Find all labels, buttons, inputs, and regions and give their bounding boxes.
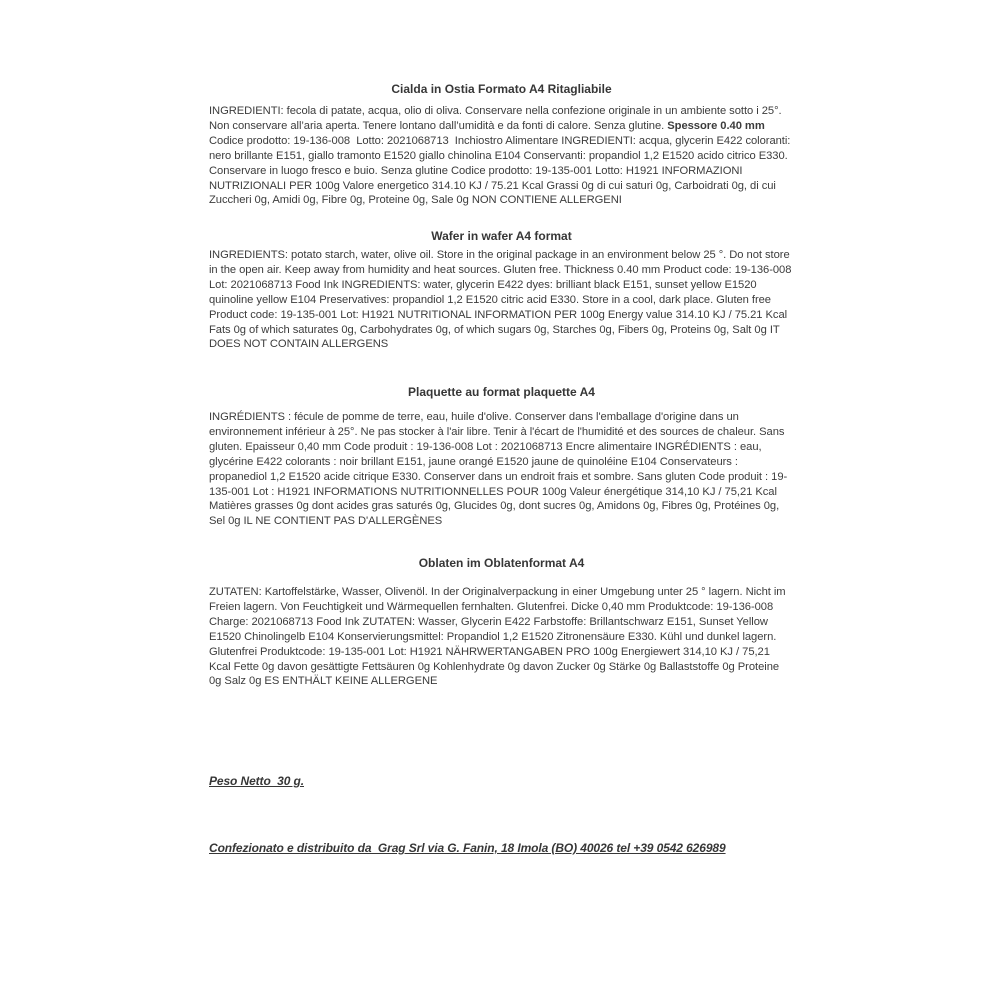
net-weight-line: Peso Netto 30 g. [209, 774, 304, 788]
section-body-french: INGRÉDIENTS : fécule de pomme de terre, eau, huile d'olive. Conserver dans l'emballage d'origine dans un environnement inférieur à 25°. Ne pas stocker à l'air libre. Tenir à l'écart de l'humidité et des sources de chaleur. Sans gluten. Epaisseur 0,40 mm Code produit : 19-136-008 Lot : 2021068713 Encre alimentaire INGRÉDIENTS : eau, glycérine E422 colorants : noir brillant E151, jaune orangé E1520 jaune de quinoléine E104 Conservateurs : propanediol 1,2 E1520 acide citrique E330. Conserver dans un endroit frais et sombre. Sans gluten Code produit : 19-135-001 Lot : H1921 INFORMATIONS NUTRITIONNELLES POUR 100g Valeur énergétique 314,10 KJ / 75,21 Kcal Matières grasses 0g dont acides gras saturés 0g, Glucides 0g, dont sucres 0g, Amidons 0g, Fibres 0g, Protéines 0g, Sel 0g IL NE CONTIENT PAS D'ALLERGÈNES [209, 411, 788, 528]
section-body-italian [209, 104, 794, 208]
italian-thickness-bold: Spessore 0.40 mm [667, 119, 765, 132]
label-document [209, 0, 794, 1000]
section-heading-french: Plaquette au format plaquette A4 [408, 385, 595, 399]
italian-body-start: INGREDIENTI: fecola di patate, acqua, olio di oliva. Conservare nella confezione originale in un ambiente sotto i 25°. Non conservare all’aria aperta. Tenere lontano dall’umidità e da fonti di calore. Senza glutine. [209, 105, 785, 132]
section-body-german: ZUTATEN: Kartoffelstärke, Wasser, Olivenöl. In der Originalverpackung in einer Umgebung unter 25 ° lagern. Nicht im Freien lagern. Von Feuchtigkeit und Wärmequellen fernhalten. Glutenfrei. Dicke 0,40 mm Produktcode: 19-136-008 Charge: 2021068713 Food Ink ZUTATEN: Wasser, Glycerin E422 Farbstoffe: Brillantschwarz E151, Sunset Yellow E1520 Chinolingelb E104 Konservierungsmittel: Propandiol 1,2 E1520 Zitronensäure E330. Kühl und dunkel lagern. Glutenfrei Produktcode: 19-135-001 Lot: H1921 NÄHRWERTANGABEN PRO 100g Energiewert 314,10 KJ / 75,21 Kcal Fette 0g davon gesättigte Fettsäuren 0g Kohlenhydrate 0g davon Zucker 0g Stärke 0g Ballaststoffe 0g Proteine 0g Salz 0g ES ENTHÄLT KEINE ALLERGENE [209, 586, 789, 688]
section-body-english: INGREDIENTS: potato starch, water, olive oil. Store in the original package in an environment below 25 °. Do not store in the open air. Keep away from humidity and heat sources. Gluten free. Thickness 0.40 mm Product code: 19-136-008 Lot: 2021068713 Food Ink INGREDIENTS: water, glycerin E422 dyes: brilliant black E151, sunset yellow E1520 quinoline yellow E104 Preservatives: propandiol 1,2 E1520 citric acid E330. Store in a cool, dark place. Gluten free Product code: 19-135-001 Lot: H1921 NUTRITIONAL INFORMATION PER 100g Energy value 314.10 KJ / 75.21 Kcal Fats 0g of which saturates 0g, Carbohydrates 0g, of which sugars 0g, Starches 0g, Fibers 0g, Proteins 0g, Salt 0g IT DOES NOT CONTAIN ALLERGENS [209, 249, 795, 351]
section-heading-german: Oblaten im Oblatenformat A4 [418, 556, 585, 570]
section-heading-italian: Cialda in Ostia Formato A4 Ritagliabile [391, 82, 612, 96]
italian-body-end: Codice prodotto: 19-136-008 Lotto: 2021068713 Inchiostro Alimentare INGREDIENTI: acqua, glycerin E422 coloranti: nero brillante E151, giallo tramonto E1520 giallo chinolina E104 Conservanti: propandiol 1,2 E1520 acido citrico E330. Conservare in luogo fresco e buio. Senza glutine Codice prodotto: 19-135-001 Lotto: H1921 INFORMAZIONI NUTRIZIONALI PER 100g Valore energetico 314.10 KJ / 75.21 Kcal Grassi 0g di cui saturi 0g, Carboidrati 0g, di cui Zuccheri 0g, Amidi 0g, Fibre 0g, Proteine 0g, Sale 0g NON CONTIENE ALLERGENI [209, 119, 794, 207]
section-heading-english: Wafer in wafer A4 format [431, 229, 572, 243]
distributor-line: Confezionato e distribuito da Grag Srl via G. Fanin, 18 Imola (BO) 40026 tel +39 0542 626989 [209, 841, 726, 855]
